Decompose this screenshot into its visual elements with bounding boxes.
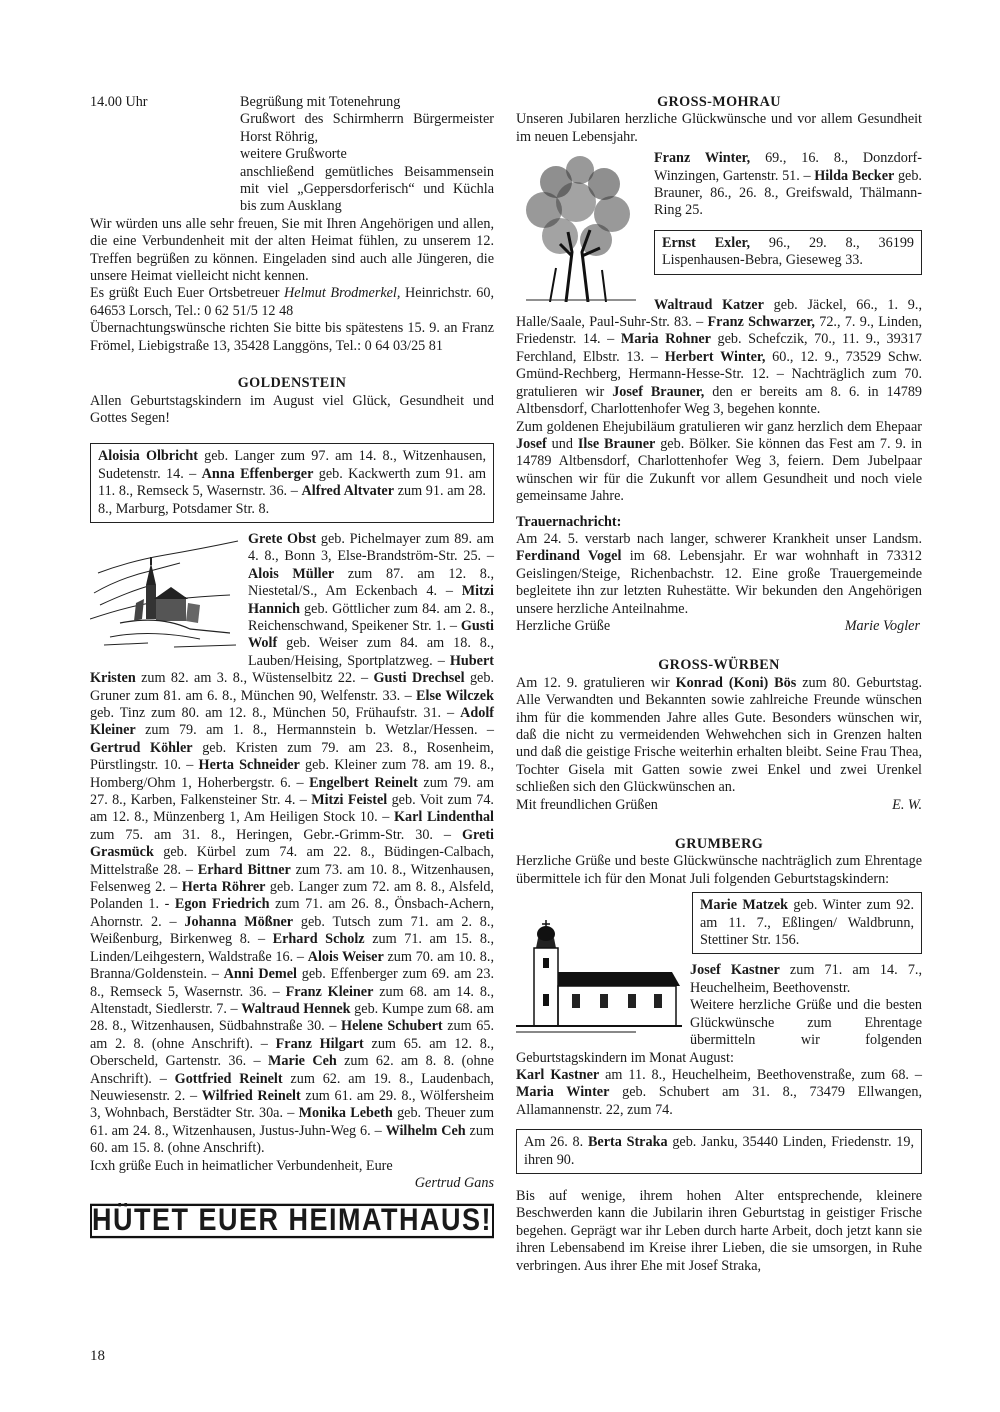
birthday-details: geb. Theuer zum 61. am 24. 8., Witzenhausen, Justus-Juhn-Weg 6. – (90, 1105, 494, 1139)
birthday-name: Josef Kastner (690, 962, 780, 979)
birthday-name: Wilhelm Ceh (385, 1122, 466, 1139)
birthday-name: Gusti Wolf (248, 617, 494, 652)
grumberg-intro: Herzliche Grüße und beste Glückwünsche nachträglich zum Ehrentage übermittele ich für den Monat Juli folgenden Geburtstagskindern: (516, 853, 922, 887)
birthday-name: Franz Schwarzer, (707, 314, 815, 331)
program-list (240, 94, 494, 216)
birthday-details: geb. Langer zum 72. am 8. 8., Alsfeld, Polanden 1. - (90, 879, 494, 913)
grumberg-entry: Josef Kastner zum 71. am 14. 7., Heuchelheim, Beethovenstr. (690, 962, 923, 996)
birthday-name: Erhard Scholz (272, 931, 365, 948)
birthday-details: zum 87. am 12. 8., Niestetal/S., Am Eckenbach 4. – (248, 565, 494, 600)
birthday-name: Herbert Winter, (664, 348, 766, 365)
birthday-name: Erhard Bittner (197, 861, 291, 878)
birthday-details: zum 65. am 2. 8. (ohne Anschrift). – (90, 1018, 494, 1052)
birthday-name: Franz Winter, (654, 150, 751, 167)
grumberg-august-entries: Karl Kastner am 11. 8., Heuchelheim, Beethovenstraße, zum 68. – Maria Winter geb. Schubert am 31. 8., 73479 Ellwangen, Allamannenstr. 22, zum 74. (516, 1066, 922, 1118)
signature: Marie Vogler (844, 617, 920, 634)
birthday-details: zum 82. am 3. 8., Wüstenselbitz 22. – (135, 670, 374, 687)
goldenstein-birthday-list (90, 531, 494, 1158)
birthday-name: Marie Ceh (267, 1053, 337, 1070)
birthday-details: zum 60. am 15. 8. (ohne Anschrift). (90, 1122, 494, 1157)
section-title-gross-wuerben: GROSS-WÜRBEN (658, 657, 780, 674)
grumberg-block (516, 892, 922, 1119)
grumberg-highlight-box: Marie Matzek geb. Winter zum 92. am 11. 7., Eßlingen/ Waldbrunn, Stettiner Str. 156. (692, 892, 922, 954)
section-title-grumberg: GRUMBERG (674, 836, 764, 853)
birthday-details: zum 68. am 14. 8., Altenstadt, Siedlerstr. 7. – (90, 983, 495, 1017)
section-title-goldenstein: GOLDENSTEIN (237, 375, 347, 392)
invitation-paragraph: Wir würden uns alle sehr freuen, Sie mit Ihren Angehörigen und allen, die eine Verbundenheit mit der alten Heimat fühlen, zu unserem 12. Treffen begrüßen zu können. Eingeladen sind auch alle Jüngeren, die unsere Heimat vielleicht nicht kennen. (90, 215, 494, 285)
birthday-name: Herta Röhrer (181, 879, 266, 896)
birthday-name: Johanna Mößner (184, 913, 294, 930)
program-line: weitere Grußworte (240, 146, 347, 163)
birthday-name: Berta Straka (587, 1134, 668, 1151)
gross-wuerben-signature-row: Mit freundlichen Grüßen E. W. (516, 796, 922, 813)
birthday-details: geb. Kürbel zum 74. am 22. 8., Büdingen-Calbach, Mittelstraße 28. – (90, 844, 494, 878)
birthday-details: geb. Kumpe zum 68. am 28. 8., Witzenhausen, Südbahnstraße 30. – (90, 1000, 495, 1035)
birthday-name: Maria Rohner (620, 331, 711, 348)
birthday-name: Adolf Kleiner (90, 705, 494, 739)
page-number: 18 (90, 1348, 105, 1364)
birthday-name: Waltraud Katzer (654, 296, 764, 313)
birthday-name: Mitzi Hannich (248, 583, 494, 617)
goldenstein-highlight-box: Aloisia Olbricht geb. Langer zum 97. am 14. 8., Witzenhausen, Sudetenstr. 14. – Anna Effenberger geb. Kackwerth zum 91. am 11. 8., Remseck 5, Wasernstr. 36. – Alfred Altvater zum 91. am 28. 8., Marburg, Potsdamer Str. 8. (90, 443, 494, 523)
birthday-details: zum 79. am 1. 8., Hermannstein b. Wetzlar/Hessen. – (135, 722, 494, 739)
birthday-name: Grete Obst (248, 530, 317, 547)
birthday-name: Aloisia Olbricht (98, 448, 198, 465)
birthday-name: Alois Weiser (307, 948, 384, 965)
birthday-name: Waltraud Hennek (241, 1000, 351, 1017)
birthday-name: Maria Winter (516, 1084, 610, 1101)
birthday-name: Gottfried Reinelt (174, 1070, 283, 1087)
mourning-signature-row: Herzliche Grüße Marie Vogler (516, 617, 920, 634)
birthday-name: Marie Matzek (700, 897, 789, 914)
tree-illustration (516, 152, 646, 302)
birthday-details: geb. Kleiner zum 78. am 19. 8., Homberg/Ohm 1, Hoherbergstr. 6. – (90, 757, 494, 791)
program-line: anschließend gemütliches Beisammensein mit viel „Geppersdorferisch“ und Küchla bis zum Ausklang (240, 163, 494, 215)
golden-anniversary-paragraph: Zum goldenen Ehejubiläum gratulieren wir ganz herzlich dem Ehepaar Josef und Ilse Brauner geb. Bölker. Sie können das Fest am 7. 9. in 14789 Altbensdorf, Charlottenhofer Weg 3, feiern. Dem Jubelpaar wünschen wir für die Zukunft vor allem Gesundheit und noch viele gemeinsame Jahre. (516, 418, 923, 505)
birthday-details: zum 71. am 26. 8., Önsbach-Achern, Ahornstr. 2. – (90, 896, 494, 930)
birthday-name: Alois Müller (248, 565, 335, 582)
birthday-details: zum 61. am 29. 8., Wölfersheim 3, Wohnbach, Berstädter Str. 30a. – (90, 1087, 494, 1122)
birthday-details: geb. Tinz zum 80. am 12. 8., München 50, Frühaufstr. 31. – (90, 705, 461, 721)
mourning-paragraph: Am 24. 5. verstarb nach langer, schwerer Krankheit unser Landsm. Ferdinand Vogel im 68. Lebensjahr. Er war wohnhaft in 73312 Geislingen/Steige, Richenbachstr. 12. Eine große Trauergemeinde begleitete ihn zur letzten Ruhestätte. Wir bekunden den Angehörigen unsere herzliche Anteilnahme. (516, 530, 922, 617)
birthday-name: Hilda Becker (814, 167, 895, 184)
birthday-details: zum 75. am 31. 8., Heringen, Gebr.-Grimm-Str. 30. – (90, 826, 462, 843)
birthday-name: Wilfried Reinelt (201, 1087, 301, 1104)
birthday-name: Else Wilczek (416, 687, 494, 704)
grumberg-straka-box: Am 26. 8. Berta Straka geb. Janku, 35440 Linden, Friedenstr. 19, ihren 90. (516, 1129, 922, 1174)
grumberg-more: Weitere herzliche Grüße und die besten Glückwünsche zum Ehrentage übermitteln wir folgenden Geburtstagskindern im Monat August: (516, 997, 922, 1066)
birthday-details: geb. Gruner zum 81. am 6. 8., München 90, Welfenstr. 33. – (90, 670, 494, 704)
gross-mohrau-highlight-box: Ernst Exler, 96., 29. 8., 36199 Lispenhausen-Bebra, Gieseweg 33. (654, 230, 922, 275)
greeting-paragraph: Es grüßt Euch Euer Ortsbetreuer Helmut Brodmerkel, Heinrichstr. 60, 64653 Lorsch, Tel.: 0 62 51/5 12 48 (90, 285, 494, 319)
closing-line: Icxh grüße Euch in heimatlicher Verbundenheit, Eure (90, 1157, 393, 1174)
birthday-name: Herta Schneider (198, 757, 300, 774)
left-column (90, 94, 494, 1237)
accommodation-paragraph: Übernachtungswünsche richten Sie bitte bis spätestens 15. 9. an Franz Frömel, Liebigstraße 13, 35428 Langgöns, Tel.: 0 64 03/25 81 (90, 320, 494, 354)
birthday-name: Hubert Kristen (90, 652, 494, 687)
birthday-details: zum 71. am 15. 8., Linden/Leihgestern, Waldstraße 16. – (90, 931, 495, 965)
birthday-details: geb. Voit zum 74. am 12. 8., Münzenberg 1, Am Heiligen Stock 10. – (90, 792, 494, 826)
program-time: 14.00 Uhr (90, 94, 148, 110)
program-line: Grußwort des Schirmherrn Bürgermeister Horst Röhrig, (240, 111, 494, 145)
birthday-details: zum 70. am 10. 8., Branna/Goldenstein. – (90, 948, 494, 983)
church-illustration (516, 914, 682, 1036)
program-row (90, 94, 494, 216)
birthday-name: Engelbert Reinelt (309, 774, 418, 791)
village-church-illustration (90, 533, 240, 651)
birthday-details: geb. Effenberger zum 69. am 23. 8., Remseck 5, Wasernstr. 36. – (90, 966, 494, 1000)
gross-wuerben-paragraph: Am 12. 9. gratulieren wir Konrad (Koni) Bös zum 80. Geburtstag. Alle Verwandten und Bekannten sowie zahlreiche Freunde wünschen ihm für die kommenden Jahre alles Gute. Besonders wünschen wir, daß die nicht zu vermeidenden Wehwehchen sich in Grenzen halten und daß die geistige Frische weiterhin erhalten bleibt. Seine Frau Thea, Tochter Gisela mit Gatten sowie zwei Enkel und zwei Urenkel schließen sich den Glückwünschen an. (516, 674, 922, 796)
birthday-details: zum 73. am 10. 8., Witzenhausen, Felsenweg 2. – (90, 861, 494, 896)
gross-mohrau-block (516, 150, 922, 418)
birthday-name: Mitzi Feistel (311, 792, 388, 809)
birthday-details: zum 65. am 12. 8., Oberscheld, Gartenstr. 36. – (90, 1035, 494, 1070)
signature: Gertrud Gans (414, 1174, 494, 1191)
goldenstein-intro: Allen Geburtstagskindern im August viel Glück, Gesundheit und Gottes Segen! (90, 392, 494, 426)
birthday-name: Helene Schubert (341, 1018, 443, 1035)
birthday-name: Franz Kleiner (285, 983, 374, 1000)
grumberg-final-paragraph: Bis auf wenige, ihrem hohen Alter entsprechende, kleinere Beschwerden kann die Jubilarin ihren Geburtstag in geistiger Frische begehen. Geprägt war ihr Leben durch harte Arbeit, doch jetzt kann sie ihren Lebensabend im Kreise ihrer Lieben, die sie umsorgen, in Ruhe verbringen. Aus ihrer Ehe mit Josef Straka, (516, 1187, 922, 1274)
right-column (516, 94, 922, 1275)
mourning-title: Trauernachricht: (516, 513, 622, 530)
birthday-name: Josef Brauner, (612, 383, 705, 400)
birthday-name: Ernst Exler, (662, 234, 751, 251)
gross-mohrau-entries-2: Waltraud Katzer geb. Jäckel, 66., 1. 9., Halle/Saale, Paul-Suhr-Str. 83. – Franz Schwarzer, 72., 7. 9., Linden, Friedenstr. 14. – Maria Rohner geb. Schefczik, 70., 11. 9., 39317 Ferchland, Elbstr. 13. – Herbert Winter, 60., 12. 9., 73529 Schw. Gmünd-Rechberg, Hermann-Hesse-Str. 12. – Nachträglich zum 70. gratulieren wir Josef Brauner, den er bereits am 8. 6. in 14789 Altbensdorf, Charlottenhofer Weg 3, begehen konnte. (516, 296, 923, 418)
program-line: Begrüßung mit Totenehrung (240, 94, 401, 110)
gross-mohrau-entries-1: Franz Winter, 69., 16. 8., Donzdorf-Winzingen, Gartenstr. 51. – Hilda Becker geb. Brauner, 86., 26. 8., Greifswald, Thälmann-Ring 25. (654, 150, 922, 219)
heimathaus-banner: HÜTET EUER HEIMATHAUS! (92, 1202, 492, 1238)
birthday-name: Gusti Drechsel (373, 670, 465, 687)
birthday-name: Monika Lebeth (298, 1105, 393, 1122)
birthday-name: Anna Effenberger (201, 465, 314, 482)
birthday-details: zum 62. am 19. 8., Laudenbach, Neuwiesenstr. 2. – (90, 1070, 494, 1104)
birthday-details: geb. Kristen zum 79. am 23. 8., Rosenheim, Pürstlingstr. 10. – (90, 739, 494, 774)
birthday-details: geb. Tutsch zum 71. am 2. 8., Weißenburg, Birkenweg 8. – (90, 913, 494, 948)
birthday-name: Egon Friedrich (174, 896, 270, 913)
birthday-name: Gertrud Köhler (90, 739, 193, 756)
gross-mohrau-intro: Unseren Jubilaren herzliche Glückwünsche und vor allem Gesundheit im neuen Lebensjahr. (516, 111, 922, 145)
birthday-name: Alfred Altvater (301, 483, 395, 500)
birthday-name: Anni Demel (223, 966, 297, 983)
birthday-details: zum 79. am 27. 8., Karben, Falkensteiner Str. 4. – (90, 774, 494, 809)
birthday-name: Karl Lindenthal (393, 809, 494, 826)
section-title-gross-mohrau: GROSS-MOHRAU (657, 94, 781, 110)
coordinator-name: Helmut Brodmerkel, (284, 285, 401, 302)
signature: E. W. (892, 796, 922, 813)
birthday-details: geb. Weiser zum 84. am 18. 8., Lauben/Heising, Sportplatzweg. – (248, 635, 494, 669)
birthday-name: Greti Grasmück (90, 826, 494, 861)
birthday-name: Franz Hilgart (275, 1035, 364, 1052)
birthday-details: geb. Göttlicher zum 84. am 2. 8., Reichenschwand, Speikener Str. 1. – (248, 600, 494, 634)
birthday-details: zum 62. am 8. 8. (ohne Anschrift). – (90, 1053, 494, 1087)
birthday-details: geb. Pichelmayer zum 89. am 4. 8., Bonn 3, Else-Brandström-Str. 25. – (248, 530, 494, 565)
birthday-name: Karl Kastner (516, 1066, 600, 1083)
